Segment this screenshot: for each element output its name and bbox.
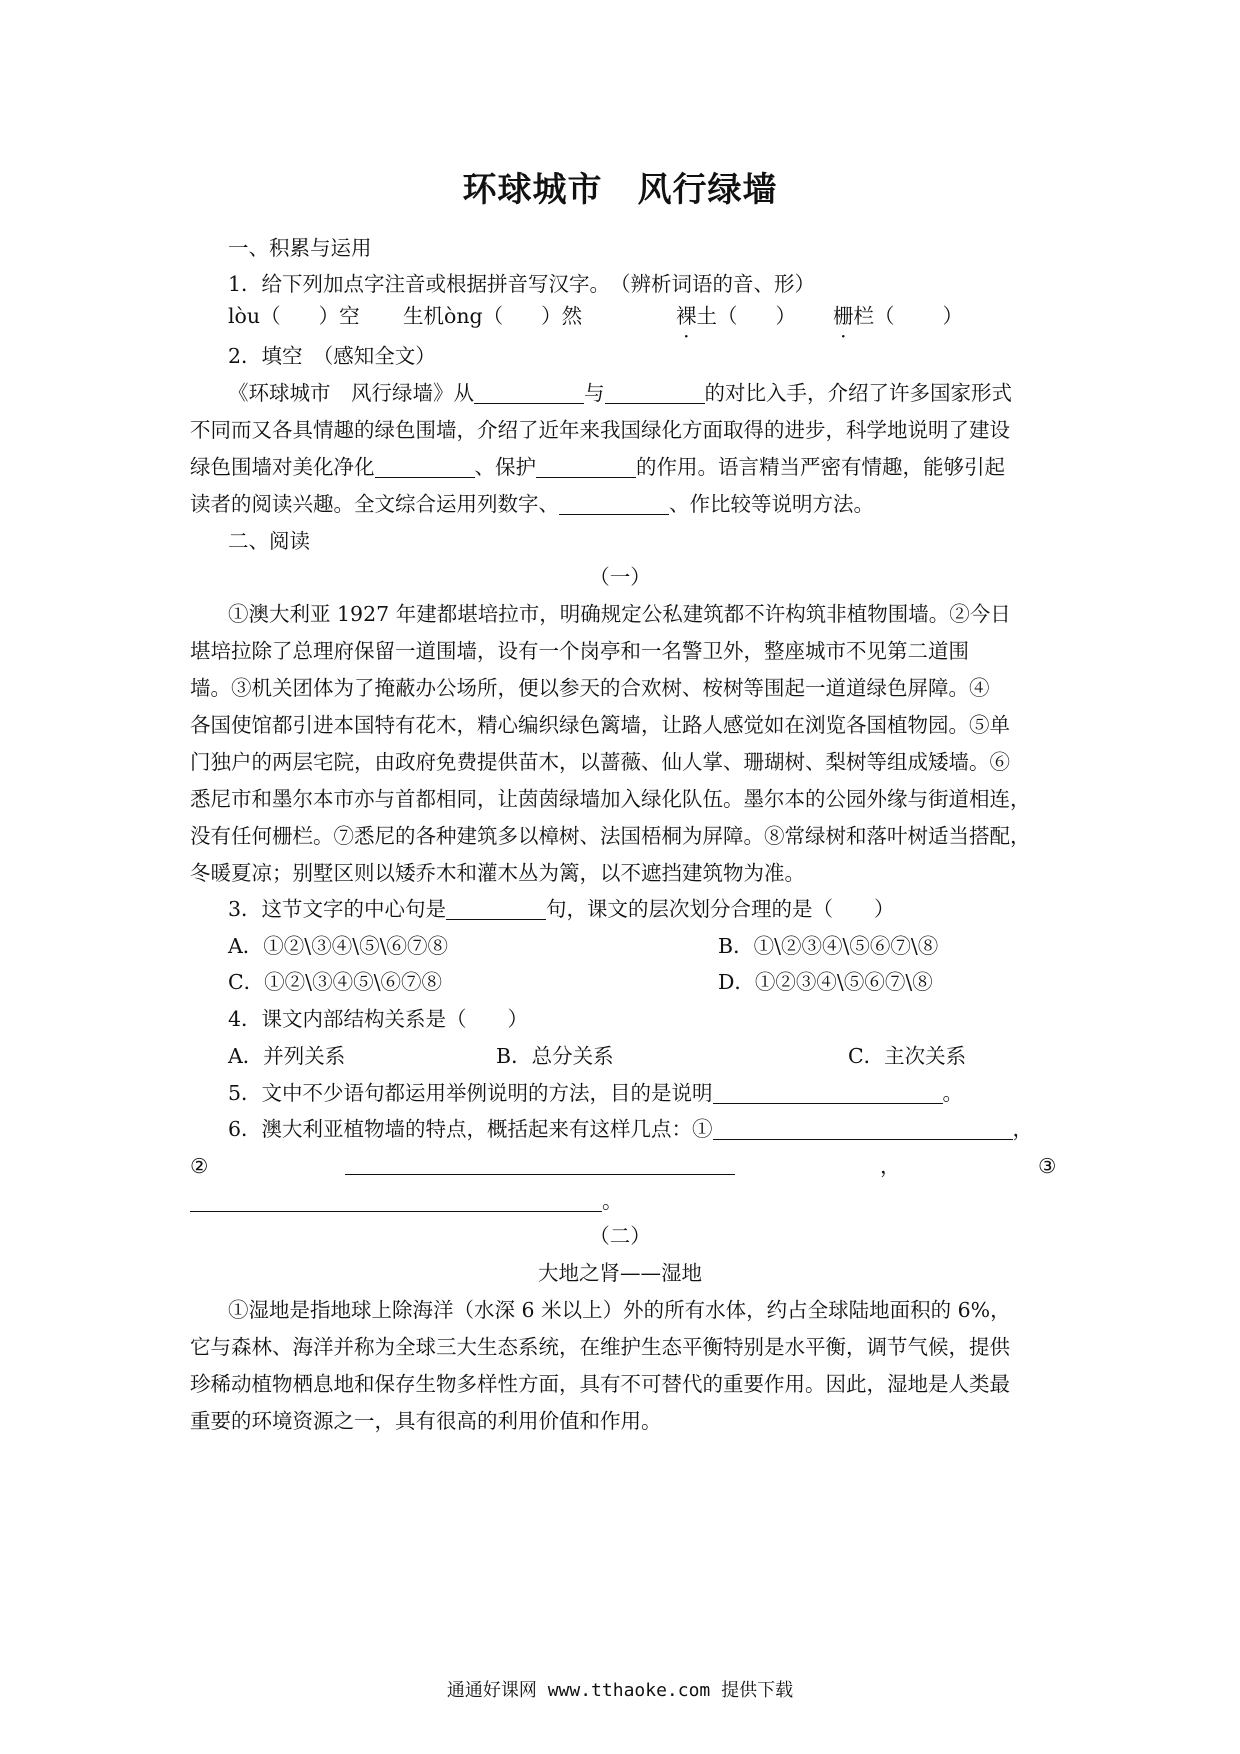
passage2-line-2: 它与森林、海洋并称为全球三大生态系统，在维护生态平衡特别是水平衡，调节气候，提供 (190, 1335, 1010, 1359)
q2-line-4: 读者的阅读兴趣。全文综合运用列数字、 、作比较等说明方法。 (190, 492, 874, 516)
q5-prompt: 5．文中不少语句都运用举例说明的方法，目的是说明 。 (228, 1081, 964, 1105)
q1-item-1: lòu（ ）空 (228, 304, 360, 328)
q3-options-row-2 (228, 968, 1058, 996)
q6-comma: ， (880, 1154, 901, 1178)
passage1-line-5: 门独户的两层宅院，由政府免费提供苗木，以蔷薇、仙人掌、珊瑚树、梨树等组成矮墙。⑥ (190, 750, 1010, 774)
q3-option-c[interactable]: C．①②\③④⑤\⑥⑦⑧ (228, 970, 442, 994)
fill-blank[interactable] (190, 1189, 602, 1212)
q4-prompt: 4．课文内部结构关系是（ ） (228, 1007, 529, 1031)
q2-line-2: 不同而又各具情趣的绿色围墙，介绍了近年来我国绿化方面取得的进步，科学地说明了建设 (190, 418, 1010, 442)
fill-blank[interactable] (605, 381, 705, 404)
dotted-char: 裸 (676, 304, 697, 328)
fill-blank[interactable] (713, 1117, 1013, 1140)
dotted-char: 栅 (833, 304, 854, 328)
q3-options-row-1 (228, 932, 1058, 960)
passage2-line-4: 重要的环境资源之一，具有很高的利用价值和作用。 (190, 1409, 662, 1433)
q4-option-a[interactable]: A．并列关系 (228, 1044, 346, 1068)
passage1-line-6: 悉尼市和墨尔本市亦与首都相同，让茵茵绿墙加入绿化队伍。墨尔本的公园外缘与街道相连， (190, 787, 1031, 811)
q4-option-b[interactable]: B．总分关系 (496, 1044, 614, 1068)
q4-option-c[interactable]: C．主次关系 (848, 1044, 967, 1068)
q6-line-3: 。 (190, 1187, 1060, 1215)
fill-blank[interactable] (559, 492, 669, 515)
q1-item-4: 栅栏（ ） (833, 304, 963, 328)
passage1-line-8: 冬暖夏凉；别墅区则以矮乔木和灌木丛为篱，以不遮挡建筑物为准。 (190, 861, 805, 885)
q2-line-1: 《环球城市 风行绿墙》从 与 的对比入手，介绍了许多国家形式 (228, 381, 1012, 405)
part2-label: （二） (589, 1224, 651, 1248)
q6-prompt: 6．澳大利亚植物墙的特点，概括起来有这样几点：① ， (228, 1117, 1034, 1141)
page-title: 环球城市 风行绿墙 (462, 170, 778, 210)
q3-option-d[interactable]: D．①②③④\⑤⑥⑦\⑧ (718, 970, 933, 994)
page-footer: 通通好课网 www.tthaoke.com 提供下载 (446, 1680, 794, 1701)
fill-blank[interactable] (446, 897, 546, 920)
q1-prompt: 1．给下列加点字注音或根据拼音写汉字。 （辨析词语的音、形） (228, 272, 816, 296)
passage1-line-7: 没有任何栅栏。⑦悉尼的各种建筑多以樟树、法国梧桐为屏障。⑧常绿树和落叶树适当搭配， (190, 824, 1031, 848)
section1-heading: 一、积累与运用 (228, 236, 372, 260)
passage1-line-3: 墙。③机关团体为了掩蔽办公场所，便以参天的合欢树、桉树等围起一道道绿色屏障。④ (190, 676, 990, 700)
fill-blank[interactable] (375, 455, 475, 478)
fill-blank[interactable] (536, 455, 636, 478)
q6-mark-2: ② (190, 1154, 209, 1178)
q3-option-a[interactable]: A．①②\③④\⑤\⑥⑦⑧ (228, 934, 449, 958)
q2-prompt: 2．填空 （感知全文） (228, 344, 436, 368)
q3-option-b[interactable]: B．①\②③④\⑤⑥⑦\⑧ (718, 934, 939, 958)
passage1-line-4: 各国使馆都引进本国特有花木，精心编织绿色篱墙，让路人感觉如在浏览各国植物园。⑤单 (190, 713, 1010, 737)
q1-item-2: 生机òng（ ）然 (403, 304, 583, 328)
passage1-line-1: ①澳大利亚 1927 年建都堪培拉市，明确规定公私建筑都不许构筑非植物围墙。②今日 (228, 602, 1011, 626)
passage2-line-1: ①湿地是指地球上除海洋（水深 6 米以上）外的所有水体，约占全球陆地面积的 6%， (228, 1298, 1011, 1322)
section2-heading: 二、阅读 (228, 529, 310, 553)
part2-title: 大地之肾——湿地 (538, 1261, 702, 1285)
part1-label: （一） (589, 565, 651, 589)
fill-blank[interactable] (713, 1081, 943, 1104)
q6-mark-3: ③ (1038, 1154, 1057, 1178)
q1-item-3: 裸土（ ） (676, 304, 796, 328)
fill-blank[interactable] (474, 381, 584, 404)
passage2-line-3: 珍稀动植物栖息地和保存生物多样性方面，具有不可替代的重要作用。因此，湿地是人类最 (190, 1372, 1010, 1396)
passage1-line-2: 堪培拉除了总理府保留一道围墙，设有一个岗亭和一名警卫外，整座城市不见第二道围 (190, 639, 969, 663)
q2-line-3: 绿色围墙对美化净化 、保护 的作用。语言精当严密有情趣，能够引起 (190, 455, 1005, 479)
fill-blank[interactable] (345, 1152, 735, 1175)
q3-prompt: 3．这节文字的中心句是 句，课文的层次划分合理的是（ ） (228, 897, 895, 921)
